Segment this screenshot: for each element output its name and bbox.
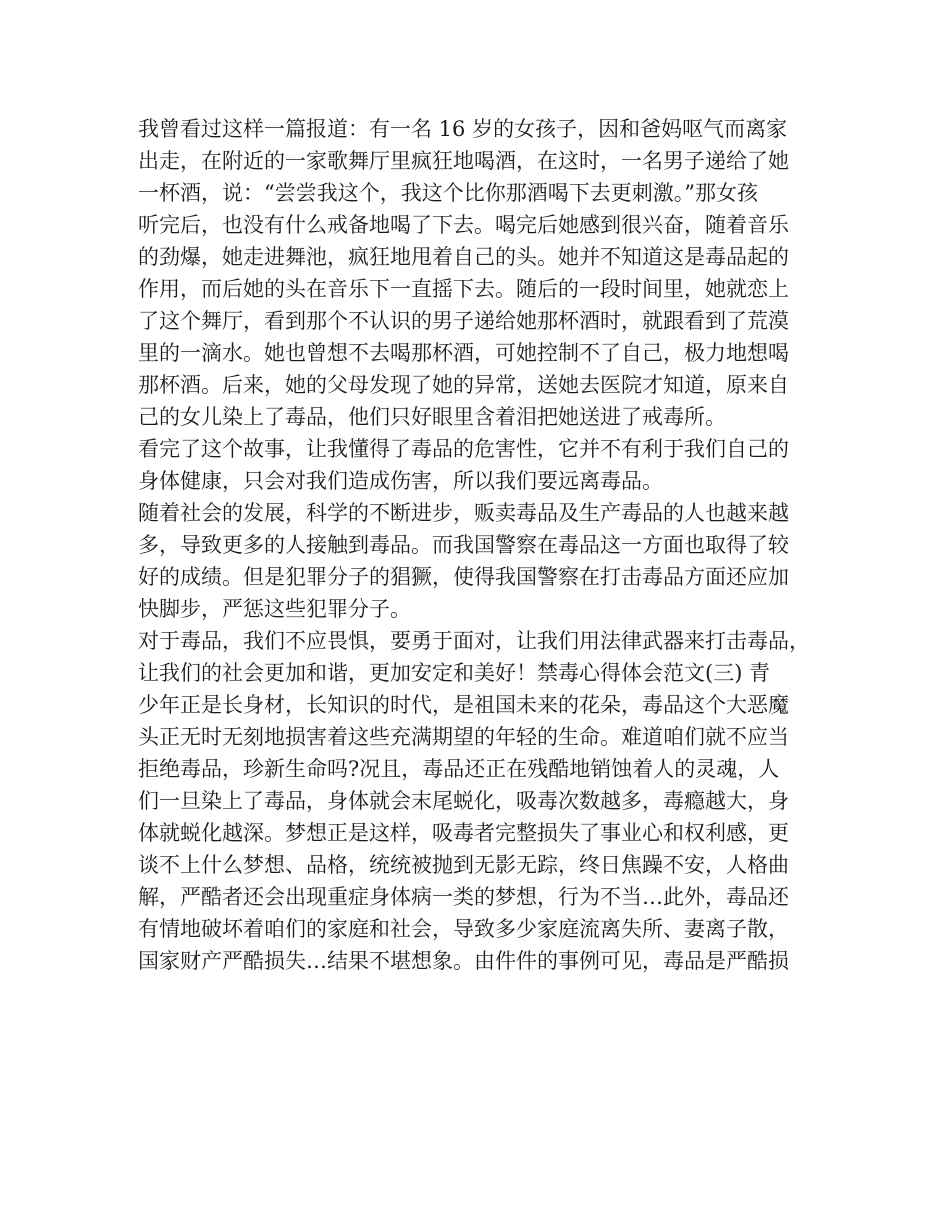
text-line: 听完后，也没有什么戒备地喝了下去。喝完后她感到很兴奋，随着音乐 bbox=[138, 213, 789, 237]
text-line: 那杯酒。后来，她的父母发现了她的异常，送她去医院才知道，原来自 bbox=[138, 373, 789, 397]
text-line: 看完了这个故事，让我懂得了毒品的危害性，它并不有利于我们自己的 bbox=[138, 437, 789, 461]
text-line: 多，导致更多的人接触到毒品。而我国警察在毒品这一方面也取得了较 bbox=[138, 533, 789, 557]
text-line: 少年正是长身材，长知识的时代，是祖国未来的花朵，毒品这个大恶魔 bbox=[138, 693, 789, 717]
text-line: 有情地破坏着咱们的家庭和社会，导致多少家庭流离失所、妻离子散， bbox=[138, 917, 789, 941]
text-line: 身体健康，只会对我们造成伤害，所以我们要远离毒品。 bbox=[138, 469, 663, 493]
text-line: 体就蜕化越深。梦想正是这样，吸毒者完整损失了事业心和权利感，更 bbox=[138, 821, 789, 845]
text-line: 让我们的社会更加和谐，更加安定和美好！禁毒心得体会范文(三) 青 bbox=[138, 661, 771, 685]
text-line: 谈不上什么梦想、品格，统统被抛到无影无踪，终日焦躁不安，人格曲 bbox=[138, 853, 789, 877]
text-line: 快脚步，严惩这些犯罪分子。 bbox=[138, 597, 411, 621]
text-line: 随着社会的发展，科学的不断进步，贩卖毒品及生产毒品的人也越来越 bbox=[138, 501, 789, 525]
text-line: 一杯酒，说：“尝尝我这个，我这个比你那酒喝下去更刺激。”那女孩 bbox=[138, 181, 758, 205]
text-line: 对于毒品，我们不应畏惧，要勇于面对，让我们用法律武器来打击毒品， bbox=[138, 629, 810, 653]
text-line: 作用，而后她的头在音乐下一直摇下去。随后的一段时间里，她就恋上 bbox=[138, 277, 789, 301]
text-line: 解，严酷者还会出现重症身体病一类的梦想，行为不当…此外，毒品还 bbox=[138, 885, 789, 909]
text-line: 己的女儿染上了毒品，他们只好眼里含着泪把她送进了戒毒所。 bbox=[138, 405, 726, 429]
text-line: 的劲爆，她走进舞池，疯狂地甩着自己的头。她并不知道这是毒品起的 bbox=[138, 245, 789, 269]
body-text bbox=[138, 113, 828, 977]
text-line: 好的成绩。但是犯罪分子的猖獗，使得我国警察在打击毒品方面还应加 bbox=[138, 565, 789, 589]
text-line: 们一旦染上了毒品，身体就会末尾蜕化，吸毒次数越多，毒瘾越大，身 bbox=[138, 789, 789, 813]
text-line: 里的一滴水。她也曾想不去喝那杯酒，可她控制不了自己，极力地想喝 bbox=[138, 341, 789, 365]
text-line: 头正无时无刻地损害着这些充满期望的年轻的生命。难道咱们就不应当 bbox=[138, 725, 789, 749]
text-line: 出走，在附近的一家歌舞厅里疯狂地喝酒，在这时，一名男子递给了她 bbox=[138, 149, 789, 173]
text-line: 国家财产严酷损失…结果不堪想象。由件件的事例可见，毒品是严酷损 bbox=[138, 949, 789, 973]
text-line: 我曾看过这样一篇报道：有一名 16 岁的女孩子，因和爸妈呕气而离家 bbox=[138, 117, 788, 141]
text-line: 了这个舞厅，看到那个不认识的男子递给她那杯酒时，就跟看到了荒漠 bbox=[138, 309, 789, 333]
text-line: 拒绝毒品，珍新生命吗?况且，毒品还正在残酷地销蚀着人的灵魂，人 bbox=[138, 757, 780, 781]
